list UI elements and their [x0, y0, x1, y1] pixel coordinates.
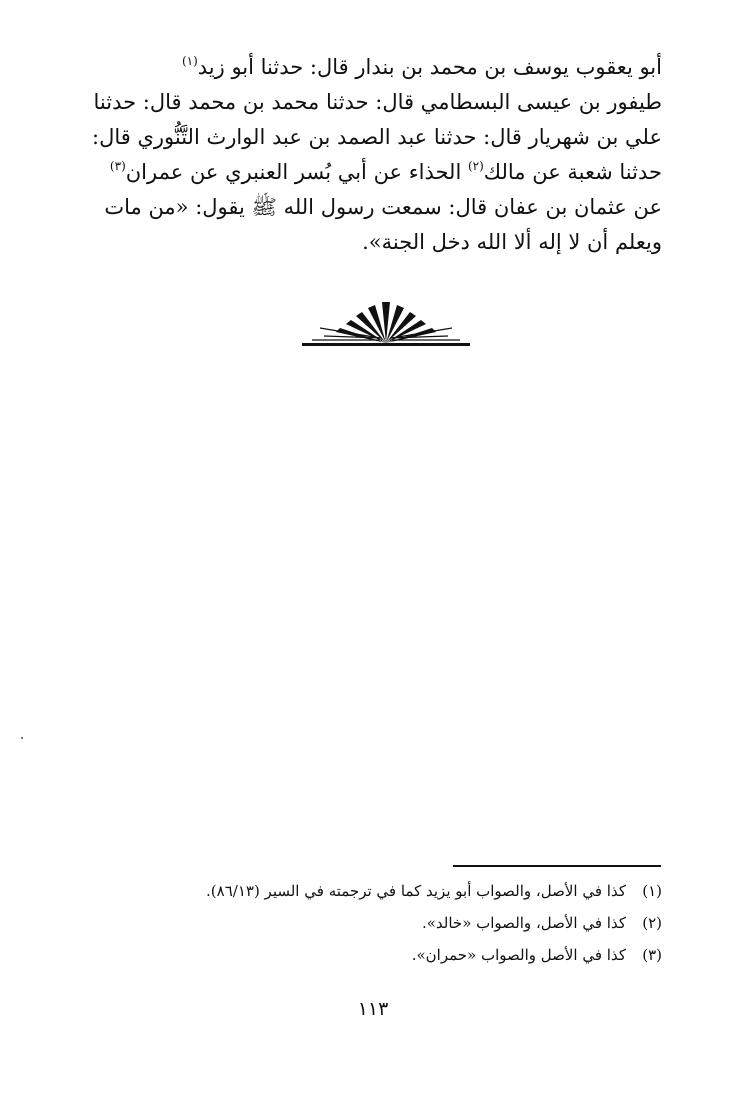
text-line-4	[72, 155, 662, 190]
footnote-marker-2: (٢)	[467, 159, 484, 173]
footnote-marker-1: (١)	[181, 54, 198, 68]
text-line-1-content: أبو يعقوب يوسف بن محمد بن بندار قال: حدثنا أبو زيد	[197, 55, 662, 79]
text-line-6	[72, 225, 662, 260]
footnote-3	[142, 939, 662, 971]
footnote-separator	[453, 865, 661, 867]
text-line-3-content: علي بن شهريار قال: حدثنا عبد الصمد بن عبد الوارث التَّنُّوري قال:	[92, 125, 662, 149]
text-line-5	[72, 190, 662, 225]
section-divider-ornament	[302, 298, 470, 350]
footnote-3-text: كذا في الأصل والصواب «حمران».	[411, 946, 626, 964]
scan-speck	[21, 737, 23, 739]
text-line-3	[72, 120, 662, 155]
text-line-4-continuation: الحذاء عن أبي بُسر العنبري عن عمران	[125, 160, 468, 184]
footnote-1	[142, 875, 662, 907]
text-line-4-content: حدثنا شعبة عن مالك	[483, 160, 662, 184]
footnote-2-number: (٢)	[642, 914, 662, 932]
main-text-block	[72, 50, 662, 260]
footnote-1-text: كذا في الأصل، والصواب أبو يزيد كما في ترجمته في السير (٨٦/١٣).	[206, 882, 626, 900]
ornament-base-bar	[302, 343, 470, 346]
footnote-marker-3: (٣)	[109, 159, 126, 173]
footnote-3-number: (٣)	[642, 946, 662, 964]
text-line-2	[72, 85, 662, 120]
footnote-2	[142, 907, 662, 939]
text-line-1	[72, 50, 662, 85]
footnote-1-number: (١)	[642, 882, 662, 900]
text-line-6-content: ويعلم أن لا إله ألا الله دخل الجنة».	[362, 230, 662, 254]
page-number: ١١٣	[357, 998, 389, 1020]
footnote-2-text: كذا في الأصل، والصواب «خالد».	[421, 914, 626, 932]
text-line-5-content: عن عثمان بن عفان قال: سمعت رسول الله ﷺ يقول: «من مات	[104, 195, 662, 219]
footnotes-block	[142, 875, 662, 971]
text-line-2-content: طيفور بن عيسى البسطامي قال: حدثنا محمد بن محمد قال: حدثنا	[93, 90, 662, 114]
